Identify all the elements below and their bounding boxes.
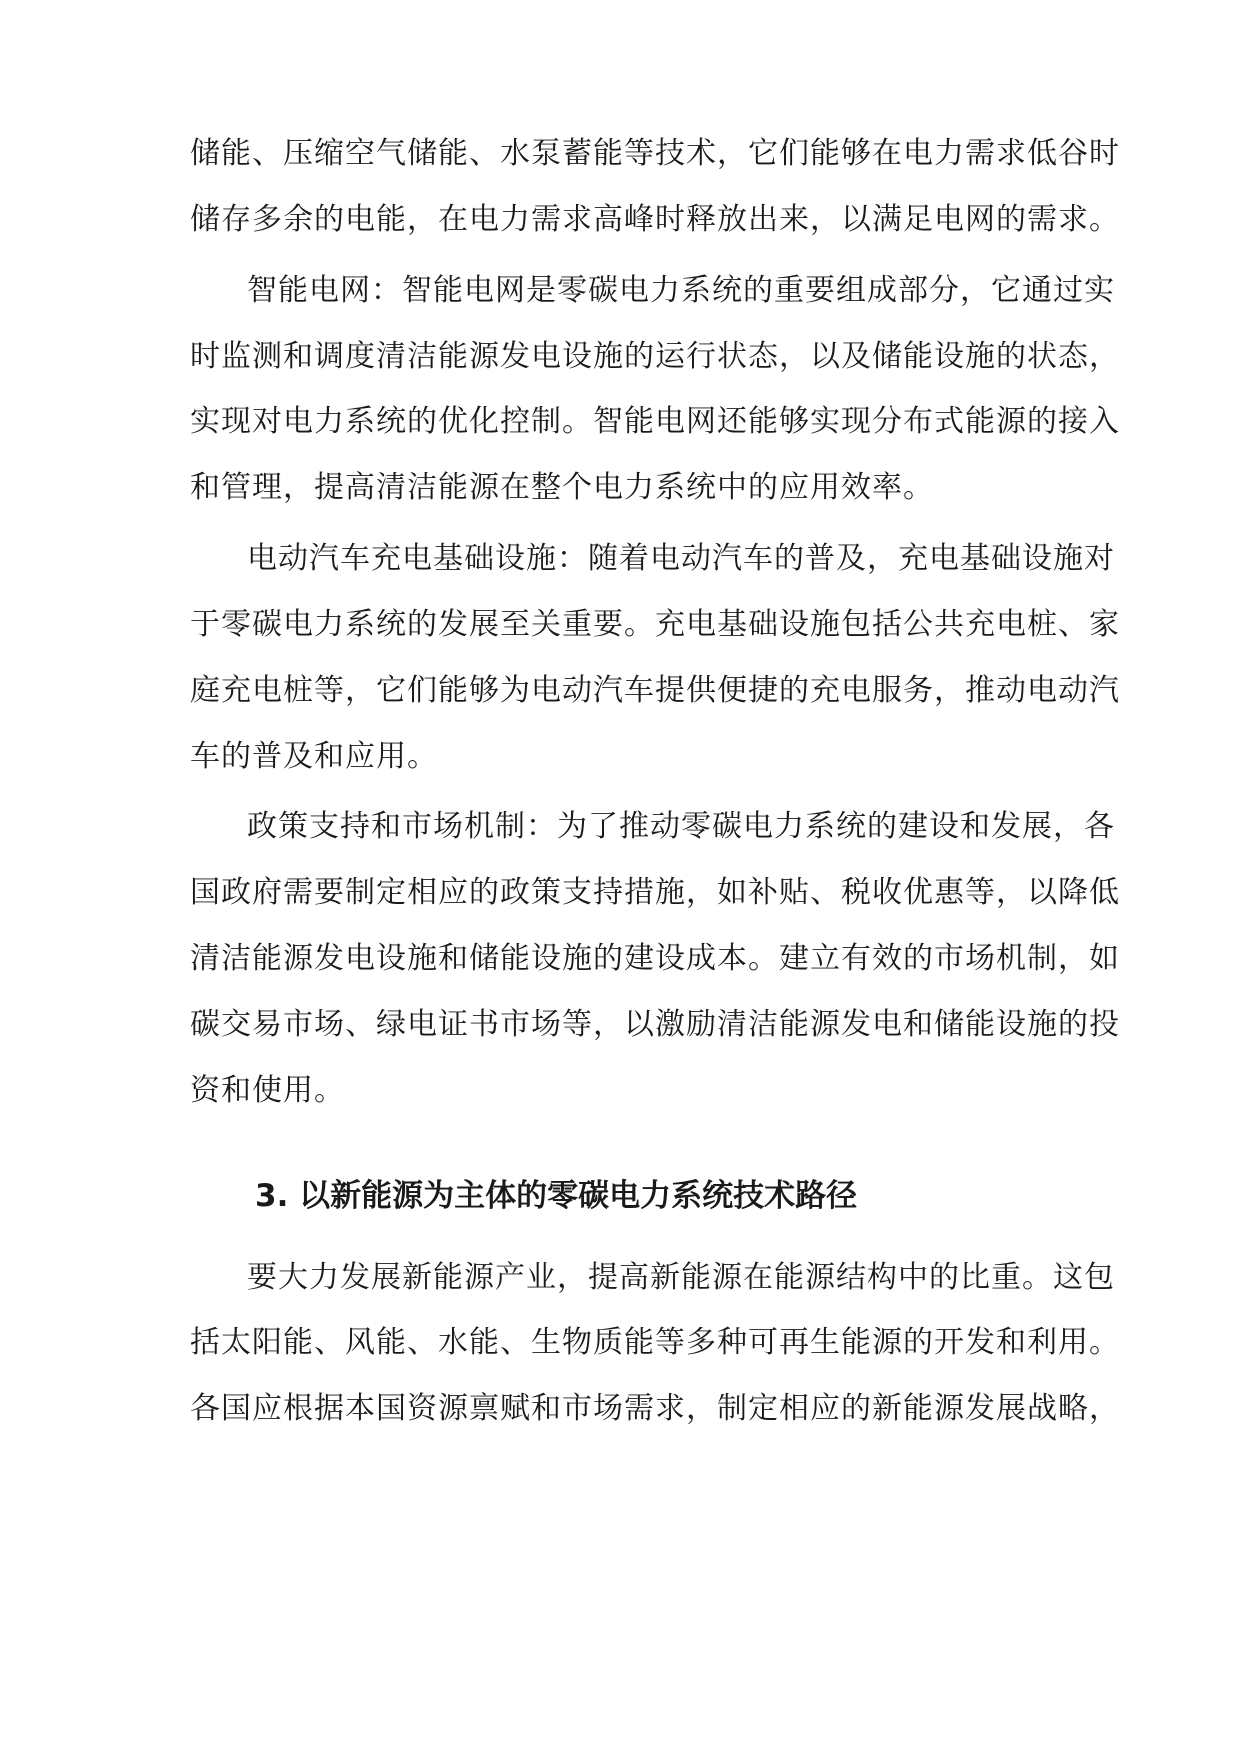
paragraph-line: 于零碳电力系统的发展至关重要。充电基础设施包括公共充电桩、家 [190,607,1120,642]
paragraph-line: 车的普及和应用。 [190,739,438,774]
paragraph-line: 政策支持和市场机制：为了推动零碳电力系统的建设和发展，各 [247,809,1115,844]
paragraph-line: 电动汽车充电基础设施：随着电动汽车的普及，充电基础设施对 [247,541,1115,576]
paragraph-line: 时监测和调度清洁能源发电设施的运行状态，以及储能设施的状态， [190,339,1120,374]
paragraph-line: 储能、压缩空气储能、水泵蓄能等技术，它们能够在电力需求低谷时 [190,136,1120,171]
paragraph-line: 各国应根据本国资源禀赋和市场需求，制定相应的新能源发展战略， [190,1391,1120,1426]
paragraph-line: 和管理，提高清洁能源在整个电力系统中的应用效率。 [190,470,934,505]
paragraph-line: 资和使用。 [190,1073,345,1108]
paragraph-line: 括太阳能、风能、水能、生物质能等多种可再生能源的开发和利用。 [190,1325,1120,1360]
paragraph-line: 清洁能源发电设施和储能设施的建设成本。建立有效的市场机制，如 [190,941,1120,976]
paragraph-line: 储存多余的电能，在电力需求高峰时释放出来，以满足电网的需求。 [190,202,1120,237]
paragraph-line: 实现对电力系统的优化控制。智能电网还能够实现分布式能源的接入 [190,404,1120,439]
paragraph-line: 国政府需要制定相应的政策支持措施，如补贴、税收优惠等，以降低 [190,875,1120,910]
paragraph-line: 要大力发展新能源产业，提高新能源在能源结构中的比重。这包 [247,1260,1115,1295]
paragraph-line: 庭充电桩等，它们能够为电动汽车提供便捷的充电服务，推动电动汽 [190,673,1120,708]
section-heading: 3. 以新能源为主体的零碳电力系统技术路径 [255,1178,858,1214]
paragraph-line: 碳交易市场、绿电证书市场等，以激励清洁能源发电和储能设施的投 [190,1007,1120,1042]
paragraph-line: 智能电网：智能电网是零碳电力系统的重要组成部分，它通过实 [247,273,1115,308]
